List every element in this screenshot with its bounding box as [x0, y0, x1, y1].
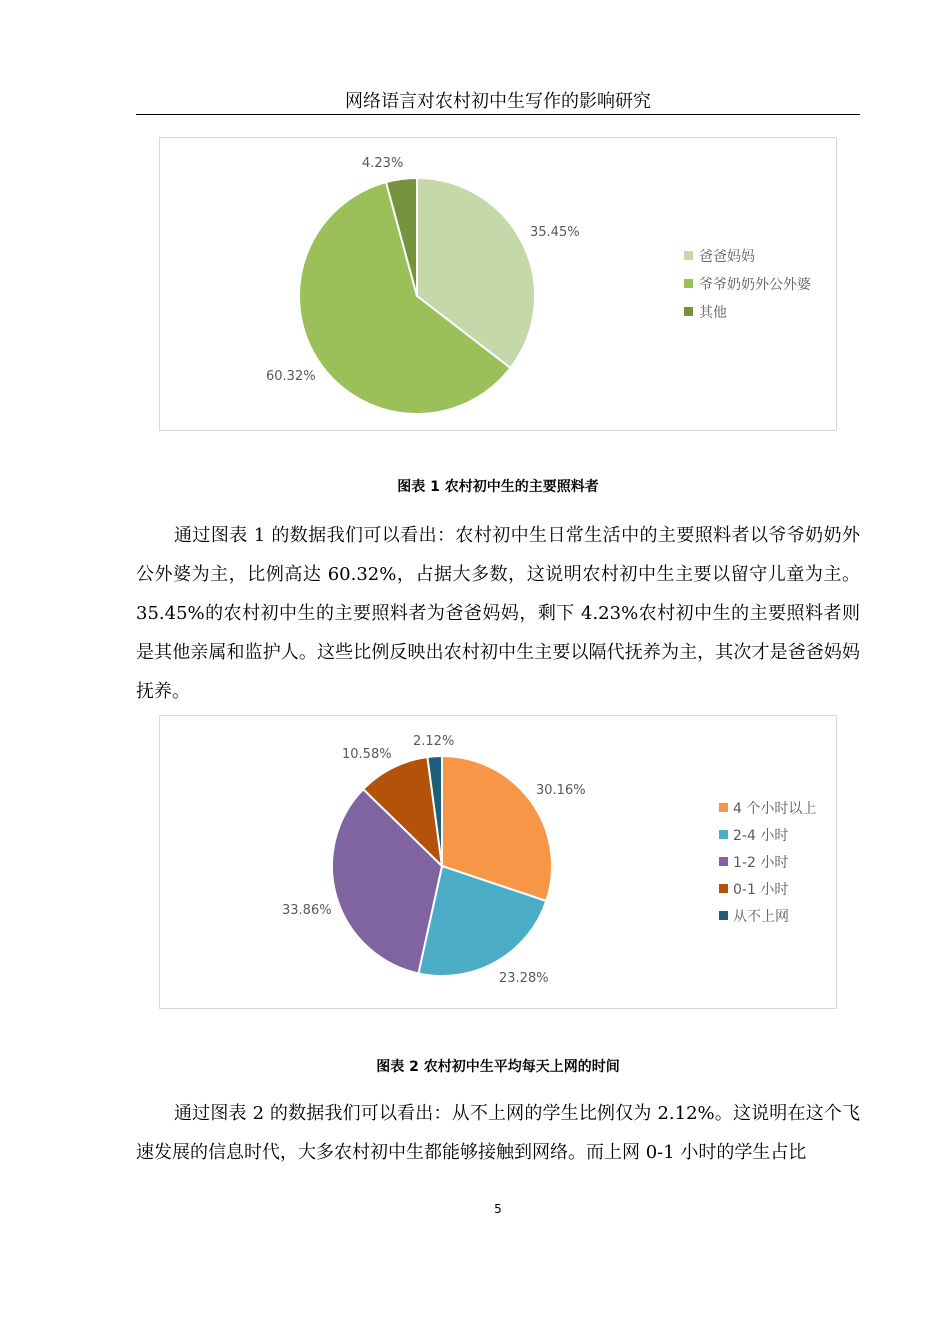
legend-2-swatch-2	[719, 857, 728, 866]
legend-1-swatch-0	[684, 251, 693, 260]
chart-2-label-4: 2.12%	[413, 734, 455, 749]
page-header-title: 网络语言对农村初中生写作的影响研究	[345, 91, 651, 112]
legend-2-swatch-1	[719, 830, 728, 839]
legend-1-swatch-2	[684, 307, 693, 316]
legend-2-swatch-0	[719, 803, 728, 812]
chart-1-label-1: 60.32%	[266, 369, 316, 384]
page-number: 5	[494, 1202, 502, 1216]
legend-2-label-2: 1-2 小时	[733, 855, 789, 871]
legend-1-swatch-1	[684, 279, 693, 288]
legend-2-label-3: 0-1 小时	[733, 882, 789, 898]
chart-2-label-1: 23.28%	[499, 971, 549, 986]
legend-2-label-1: 2-4 小时	[733, 828, 789, 844]
chart-1-label-2: 4.23%	[362, 156, 404, 171]
chart-2-label-3: 10.58%	[342, 747, 392, 762]
legend-2-swatch-3	[719, 884, 728, 893]
legend-2-swatch-4	[719, 911, 728, 920]
chart-2-label-2: 33.86%	[282, 903, 332, 918]
legend-1-label-0: 爸爸妈妈	[699, 249, 755, 265]
chart-2-container	[159, 715, 837, 1009]
chart-2-caption: 图表 2 农村初中生平均每天上网的时间	[376, 1059, 620, 1075]
header-rule	[136, 114, 860, 115]
chart-2-svg	[160, 716, 836, 1008]
chart-1-label-0: 35.45%	[530, 225, 580, 240]
chart-1-svg	[160, 138, 836, 430]
chart-1-container	[159, 137, 837, 431]
chart-2-slices	[332, 756, 552, 976]
legend-2-label-0: 4 个小时以上	[733, 801, 817, 817]
paragraph-2: 通过图表 2 的数据我们可以看出：从不上网的学生比例仅为 2.12%。这说明在这个飞速发展的信息时代，大多农村初中生都能够接触到网络。而上网 0-1 小时的学生占比	[136, 1103, 860, 1163]
legend-2-label-4: 从不上网	[733, 909, 789, 925]
chart-1-slices	[299, 178, 535, 414]
legend-1-label-2: 其他	[699, 305, 727, 321]
paragraph-1: 通过图表 1 的数据我们可以看出：农村初中生日常生活中的主要照料者以爷爷奶奶外公外婆为主，比例高达 60.32%，占据大多数，这说明农村初中生主要以留守儿童为主。35.45%的农村初中生的主要照料者为爸爸妈妈，剩下 4.23%农村初中生的主要照料者则是其他亲属和监护人。这些比例反映出农村初中生主要以隔代抚养为主，其次才是爸爸妈妈抚养。	[136, 525, 860, 702]
chart-2-label-0: 30.16%	[536, 783, 586, 798]
chart-1-caption: 图表 1 农村初中生的主要照料者	[397, 479, 599, 495]
legend-1-label-1: 爷爷奶奶外公外婆	[699, 277, 811, 293]
